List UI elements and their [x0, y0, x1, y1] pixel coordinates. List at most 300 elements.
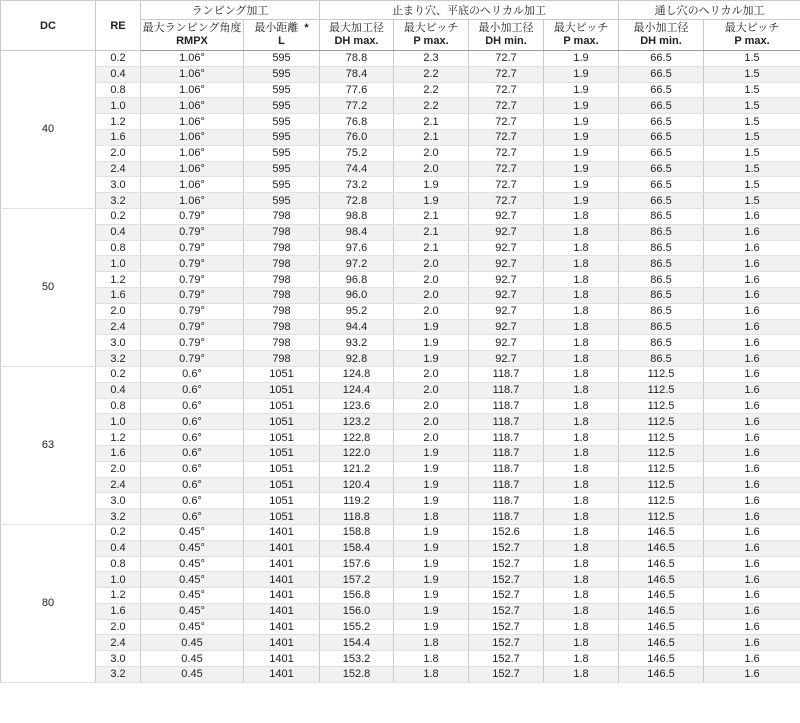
- table-cell: 1.9: [544, 66, 619, 82]
- table-cell: 2.0: [394, 145, 469, 161]
- table-cell: 1.8: [544, 635, 619, 651]
- table-cell: 112.5: [619, 414, 704, 430]
- table-cell: 3.2: [96, 193, 141, 209]
- table-row: [1, 272, 800, 288]
- table-cell: 146.5: [619, 667, 704, 683]
- dc-value: 40: [1, 51, 96, 209]
- table-cell: 2.1: [394, 208, 469, 224]
- table-cell: 76.0: [320, 129, 394, 145]
- table-cell: 1051: [244, 382, 320, 398]
- table-cell: 97.2: [320, 256, 394, 272]
- table-cell: 1.2: [96, 588, 141, 604]
- table-cell: 1.6: [704, 619, 800, 635]
- table-cell: 146.5: [619, 540, 704, 556]
- table-cell: 0.79°: [141, 240, 244, 256]
- table-cell: 2.2: [394, 98, 469, 114]
- table-cell: 1.8: [544, 509, 619, 525]
- table-cell: 2.0: [96, 619, 141, 635]
- table-cell: 1.8: [544, 588, 619, 604]
- table-cell: 72.7: [469, 82, 544, 98]
- table-cell: 0.79°: [141, 303, 244, 319]
- table-cell: 66.5: [619, 145, 704, 161]
- table-row: [1, 366, 800, 382]
- table-cell: 1.8: [544, 556, 619, 572]
- table-cell: 72.7: [469, 145, 544, 161]
- table-cell: 74.4: [320, 161, 394, 177]
- table-cell: 0.45: [141, 651, 244, 667]
- table-cell: 96.8: [320, 272, 394, 288]
- header-p-max-blind: 最大ピッチ P max.: [394, 20, 469, 51]
- table-cell: 66.5: [619, 51, 704, 67]
- table-cell: 0.2: [96, 208, 141, 224]
- table-cell: 1.9: [544, 145, 619, 161]
- table-cell: 1.6: [704, 588, 800, 604]
- table-cell: 146.5: [619, 524, 704, 540]
- table-cell: 0.45°: [141, 572, 244, 588]
- table-row: [1, 635, 800, 651]
- table-cell: 152.7: [469, 635, 544, 651]
- table-row: [1, 335, 800, 351]
- table-cell: 1401: [244, 667, 320, 683]
- table-cell: 92.7: [469, 240, 544, 256]
- header-group-blind-helical: 止まり穴、平底のヘリカル加工: [320, 1, 619, 20]
- table-cell: 1.9: [394, 619, 469, 635]
- table-cell: 92.7: [469, 287, 544, 303]
- table-cell: 77.6: [320, 82, 394, 98]
- table-cell: 92.7: [469, 335, 544, 351]
- header-group-through-helical: 通し穴のヘリカル加工: [619, 1, 800, 20]
- table-cell: 92.7: [469, 272, 544, 288]
- table-cell: 1.06°: [141, 114, 244, 130]
- table-cell: 1.5: [704, 66, 800, 82]
- table-cell: 1.06°: [141, 66, 244, 82]
- table-cell: 146.5: [619, 556, 704, 572]
- table-row: [1, 667, 800, 683]
- header-rmpx: 最大ランピング角度 RMPX: [141, 20, 244, 51]
- table-cell: 1.6: [704, 445, 800, 461]
- table-cell: 1051: [244, 461, 320, 477]
- table-cell: 1.6: [96, 445, 141, 461]
- table-cell: 97.6: [320, 240, 394, 256]
- asterisk-mark: *: [304, 22, 309, 34]
- table-cell: 2.0: [394, 382, 469, 398]
- dc-value: 80: [1, 524, 96, 682]
- table-cell: 1.9: [544, 114, 619, 130]
- table-row: [1, 651, 800, 667]
- header-group-ramping: ランピング加工: [141, 1, 320, 20]
- table-row: [1, 493, 800, 509]
- table-cell: 1.9: [544, 82, 619, 98]
- table-cell: 98.4: [320, 224, 394, 240]
- table-cell: 0.2: [96, 51, 141, 67]
- table-cell: 121.2: [320, 461, 394, 477]
- table-cell: 112.5: [619, 398, 704, 414]
- table-cell: 1.9: [394, 319, 469, 335]
- dc-group: [1, 208, 800, 366]
- table-cell: 76.8: [320, 114, 394, 130]
- table-cell: 1.5: [704, 161, 800, 177]
- table-cell: 95.2: [320, 303, 394, 319]
- table-cell: 118.7: [469, 414, 544, 430]
- table-row: [1, 66, 800, 82]
- table-cell: 1.6: [704, 635, 800, 651]
- table-row: [1, 114, 800, 130]
- table-cell: 152.7: [469, 556, 544, 572]
- table-cell: 72.7: [469, 114, 544, 130]
- table-cell: 152.7: [469, 619, 544, 635]
- table-cell: 798: [244, 287, 320, 303]
- table-cell: 798: [244, 256, 320, 272]
- table-cell: 595: [244, 98, 320, 114]
- table-row: [1, 51, 800, 67]
- table-cell: 112.5: [619, 430, 704, 446]
- table-cell: 1.8: [394, 509, 469, 525]
- table-cell: 77.2: [320, 98, 394, 114]
- table-row: [1, 382, 800, 398]
- table-cell: 152.7: [469, 588, 544, 604]
- table-cell: 0.6°: [141, 493, 244, 509]
- table-cell: 1.6: [704, 603, 800, 619]
- table-cell: 1.9: [394, 524, 469, 540]
- dc-value: 63: [1, 366, 96, 524]
- table-cell: 1.6: [96, 603, 141, 619]
- table-row: [1, 98, 800, 114]
- table-cell: 1.8: [544, 208, 619, 224]
- table-cell: 1.5: [704, 177, 800, 193]
- table-cell: 1.6: [704, 461, 800, 477]
- table-cell: 798: [244, 224, 320, 240]
- table-row: [1, 303, 800, 319]
- table-cell: 1051: [244, 414, 320, 430]
- table-cell: 1401: [244, 572, 320, 588]
- table-cell: 146.5: [619, 619, 704, 635]
- table-cell: 1.8: [394, 651, 469, 667]
- table-cell: 153.2: [320, 651, 394, 667]
- table-cell: 1.6: [704, 303, 800, 319]
- table-cell: 92.8: [320, 351, 394, 367]
- table-cell: 72.7: [469, 98, 544, 114]
- table-cell: 1401: [244, 524, 320, 540]
- table-cell: 86.5: [619, 208, 704, 224]
- table-cell: 1.06°: [141, 98, 244, 114]
- table-cell: 1.2: [96, 272, 141, 288]
- table-cell: 73.2: [320, 177, 394, 193]
- table-cell: 1.6: [704, 366, 800, 382]
- table-cell: 118.7: [469, 398, 544, 414]
- table-cell: 1.8: [544, 303, 619, 319]
- table-cell: 0.6°: [141, 477, 244, 493]
- table-row: [1, 588, 800, 604]
- table-row: [1, 603, 800, 619]
- table-row: [1, 82, 800, 98]
- table-cell: 1.8: [544, 461, 619, 477]
- table-cell: 0.45°: [141, 588, 244, 604]
- table-cell: 1.9: [394, 335, 469, 351]
- header-dc: DC: [1, 1, 96, 51]
- table-cell: 78.8: [320, 51, 394, 67]
- table-cell: 1.8: [544, 493, 619, 509]
- table-cell: 2.0: [394, 414, 469, 430]
- table-row: [1, 524, 800, 540]
- table-cell: 1.6: [96, 129, 141, 145]
- table-cell: 2.2: [394, 82, 469, 98]
- table-cell: 0.6°: [141, 445, 244, 461]
- table-cell: 1401: [244, 651, 320, 667]
- table-row: [1, 619, 800, 635]
- table-cell: 0.6°: [141, 461, 244, 477]
- table-cell: 2.2: [394, 66, 469, 82]
- table-cell: 86.5: [619, 303, 704, 319]
- table-cell: 157.6: [320, 556, 394, 572]
- table-cell: 2.0: [96, 303, 141, 319]
- table-cell: 2.0: [394, 287, 469, 303]
- table-cell: 1.5: [704, 82, 800, 98]
- table-cell: 152.7: [469, 667, 544, 683]
- table-cell: 798: [244, 208, 320, 224]
- table-cell: 98.8: [320, 208, 394, 224]
- table-cell: 1.9: [394, 572, 469, 588]
- table-cell: 1.9: [394, 603, 469, 619]
- table-cell: 0.2: [96, 524, 141, 540]
- table-cell: 1.6: [704, 351, 800, 367]
- table-cell: 0.2: [96, 366, 141, 382]
- table-cell: 1051: [244, 366, 320, 382]
- table-cell: 1401: [244, 588, 320, 604]
- table-cell: 96.0: [320, 287, 394, 303]
- table-cell: 152.7: [469, 572, 544, 588]
- table-cell: 1.9: [394, 351, 469, 367]
- table-row: [1, 477, 800, 493]
- table-cell: 1051: [244, 430, 320, 446]
- table-cell: 112.5: [619, 461, 704, 477]
- table-cell: 1.8: [544, 256, 619, 272]
- table-cell: 0.45°: [141, 540, 244, 556]
- table-cell: 118.7: [469, 509, 544, 525]
- table-cell: 2.0: [394, 161, 469, 177]
- table-cell: 120.4: [320, 477, 394, 493]
- table-cell: 123.2: [320, 414, 394, 430]
- table-cell: 2.1: [394, 224, 469, 240]
- table-cell: 1.0: [96, 256, 141, 272]
- table-cell: 3.2: [96, 667, 141, 683]
- table-cell: 72.7: [469, 66, 544, 82]
- table-row: [1, 414, 800, 430]
- table-cell: 146.5: [619, 588, 704, 604]
- table-cell: 146.5: [619, 603, 704, 619]
- table-cell: 1.8: [544, 319, 619, 335]
- table-cell: 118.8: [320, 509, 394, 525]
- table-cell: 124.8: [320, 366, 394, 382]
- table-cell: 1.6: [704, 272, 800, 288]
- table-cell: 0.4: [96, 382, 141, 398]
- table-cell: 92.7: [469, 319, 544, 335]
- table-cell: 72.7: [469, 193, 544, 209]
- header-dh-max: 最大加工径 DH max.: [320, 20, 394, 51]
- table-row: [1, 287, 800, 303]
- table-cell: 595: [244, 51, 320, 67]
- table-cell: 0.45: [141, 667, 244, 683]
- table-cell: 66.5: [619, 82, 704, 98]
- table-cell: 1.8: [544, 240, 619, 256]
- table-cell: 0.79°: [141, 224, 244, 240]
- table-cell: 1.6: [704, 430, 800, 446]
- table-cell: 1.9: [544, 129, 619, 145]
- table-cell: 94.4: [320, 319, 394, 335]
- table-cell: 0.8: [96, 240, 141, 256]
- table-cell: 1.8: [544, 414, 619, 430]
- table-cell: 1051: [244, 477, 320, 493]
- table-cell: 1.8: [544, 366, 619, 382]
- table-cell: 2.1: [394, 129, 469, 145]
- table-cell: 1.06°: [141, 161, 244, 177]
- table-cell: 0.79°: [141, 287, 244, 303]
- table-cell: 1401: [244, 619, 320, 635]
- table-cell: 1.0: [96, 98, 141, 114]
- table-cell: 1.8: [544, 651, 619, 667]
- table-cell: 1.0: [96, 414, 141, 430]
- table-cell: 1.9: [394, 477, 469, 493]
- table-cell: 1.8: [544, 524, 619, 540]
- table-cell: 0.8: [96, 82, 141, 98]
- table-cell: 1.6: [704, 335, 800, 351]
- table-cell: 66.5: [619, 177, 704, 193]
- table-cell: 75.2: [320, 145, 394, 161]
- table-row: [1, 509, 800, 525]
- table-cell: 595: [244, 193, 320, 209]
- table-cell: 1.6: [704, 382, 800, 398]
- table-cell: 0.8: [96, 398, 141, 414]
- table-cell: 1.9: [544, 177, 619, 193]
- table-cell: 1401: [244, 635, 320, 651]
- table-row: [1, 208, 800, 224]
- table-cell: 66.5: [619, 66, 704, 82]
- table-cell: 0.6°: [141, 382, 244, 398]
- table-row: [1, 193, 800, 209]
- table-cell: 92.7: [469, 351, 544, 367]
- table-cell: 0.45°: [141, 619, 244, 635]
- table-cell: 1.06°: [141, 82, 244, 98]
- table-cell: 2.4: [96, 477, 141, 493]
- table-cell: 112.5: [619, 493, 704, 509]
- header-dh-min-through: 最小加工径 DH min.: [619, 20, 704, 51]
- table-cell: 595: [244, 177, 320, 193]
- table-cell: 156.8: [320, 588, 394, 604]
- table-cell: 86.5: [619, 287, 704, 303]
- table-cell: 1.06°: [141, 145, 244, 161]
- table-row: [1, 398, 800, 414]
- table-cell: 1.6: [704, 398, 800, 414]
- table-cell: 158.8: [320, 524, 394, 540]
- table-cell: 2.0: [394, 256, 469, 272]
- table-cell: 0.79°: [141, 319, 244, 335]
- table-cell: 92.7: [469, 208, 544, 224]
- table-cell: 112.5: [619, 366, 704, 382]
- table-cell: 1.8: [544, 540, 619, 556]
- table-cell: 595: [244, 114, 320, 130]
- table-cell: 595: [244, 66, 320, 82]
- table-cell: 72.7: [469, 177, 544, 193]
- table-cell: 0.45°: [141, 603, 244, 619]
- table-cell: 0.6°: [141, 509, 244, 525]
- table-cell: 3.0: [96, 335, 141, 351]
- table-cell: 92.7: [469, 256, 544, 272]
- table-cell: 1.8: [544, 335, 619, 351]
- table-cell: 1.5: [704, 114, 800, 130]
- table-cell: 0.45: [141, 635, 244, 651]
- table-cell: 112.5: [619, 445, 704, 461]
- table-cell: 152.7: [469, 540, 544, 556]
- table-cell: 3.0: [96, 177, 141, 193]
- table-cell: 595: [244, 82, 320, 98]
- table-cell: 798: [244, 335, 320, 351]
- table-cell: 146.5: [619, 572, 704, 588]
- table-cell: 1.8: [394, 635, 469, 651]
- table-cell: 122.0: [320, 445, 394, 461]
- table-cell: 146.5: [619, 635, 704, 651]
- table-cell: 798: [244, 272, 320, 288]
- table-cell: 2.0: [96, 145, 141, 161]
- table-cell: 156.0: [320, 603, 394, 619]
- table-cell: 1051: [244, 509, 320, 525]
- table-cell: 1.6: [704, 493, 800, 509]
- table-cell: 1051: [244, 398, 320, 414]
- table-cell: 1.8: [544, 351, 619, 367]
- table-cell: 3.0: [96, 493, 141, 509]
- table-cell: 798: [244, 240, 320, 256]
- table-cell: 0.79°: [141, 335, 244, 351]
- header-p-max-through: 最大ピッチ P max.: [704, 20, 800, 51]
- table-cell: 86.5: [619, 240, 704, 256]
- table-cell: 2.0: [394, 303, 469, 319]
- table-cell: 78.4: [320, 66, 394, 82]
- table-cell: 2.0: [394, 366, 469, 382]
- table-cell: 1051: [244, 445, 320, 461]
- table-cell: 798: [244, 319, 320, 335]
- table-cell: 119.2: [320, 493, 394, 509]
- table-row: [1, 430, 800, 446]
- table-cell: 1.06°: [141, 193, 244, 209]
- table-cell: 2.4: [96, 319, 141, 335]
- table-cell: 1.6: [704, 224, 800, 240]
- table-cell: 1051: [244, 493, 320, 509]
- table-cell: 93.2: [320, 335, 394, 351]
- table-cell: 595: [244, 145, 320, 161]
- table-cell: 595: [244, 129, 320, 145]
- table-row: [1, 319, 800, 335]
- table-cell: 1.8: [544, 287, 619, 303]
- table-cell: 2.0: [394, 398, 469, 414]
- table-cell: 0.79°: [141, 351, 244, 367]
- table-row: [1, 351, 800, 367]
- table-cell: 152.8: [320, 667, 394, 683]
- table-cell: 0.6°: [141, 414, 244, 430]
- table-cell: 1.6: [704, 240, 800, 256]
- table-cell: 1.9: [544, 98, 619, 114]
- table-cell: 86.5: [619, 272, 704, 288]
- table-cell: 154.4: [320, 635, 394, 651]
- header-p-max-blind-2: 最大ピッチ P max.: [544, 20, 619, 51]
- table-cell: 0.79°: [141, 272, 244, 288]
- table-cell: 2.4: [96, 635, 141, 651]
- table-cell: 1.6: [704, 287, 800, 303]
- table-cell: 152.7: [469, 603, 544, 619]
- table-cell: 1.6: [704, 509, 800, 525]
- table-cell: 1.6: [704, 477, 800, 493]
- table-cell: 118.7: [469, 493, 544, 509]
- table-cell: 0.8: [96, 556, 141, 572]
- table-cell: 86.5: [619, 319, 704, 335]
- table-cell: 1.6: [704, 572, 800, 588]
